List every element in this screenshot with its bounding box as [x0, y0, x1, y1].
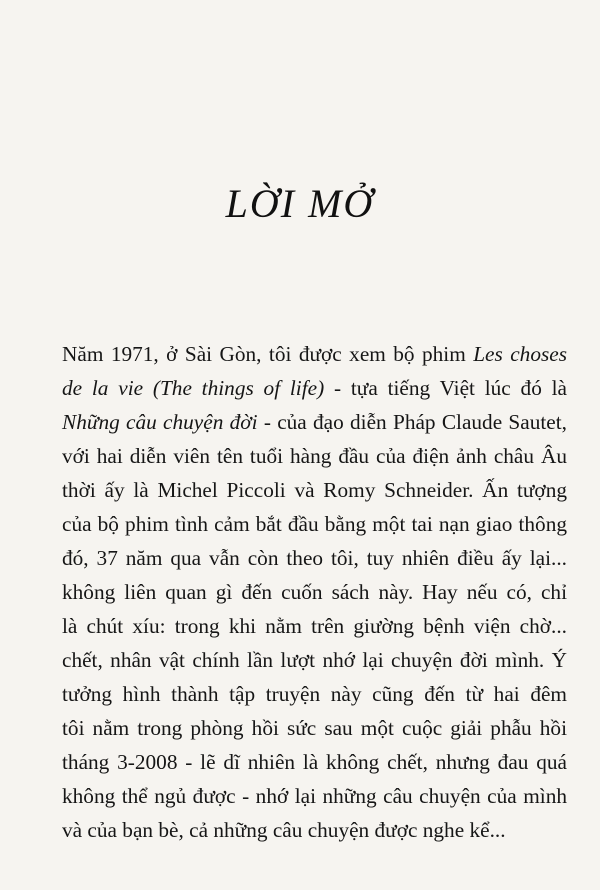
text-line: [62, 405, 567, 439]
text-line: [62, 473, 567, 507]
text-line: [62, 371, 567, 405]
text-run: không liên quan gì đến cuốn sách này. Hay nếu có, chỉ: [62, 580, 567, 604]
italic-text-run: Les choses: [473, 342, 567, 366]
text-run: với hai diễn viên tên tuổi hàng đầu của điện ảnh châu Âu: [62, 444, 567, 468]
text-line: [62, 643, 567, 677]
text-line: [62, 541, 567, 575]
text-run: của bộ phim tình cảm bắt đầu bằng một tai nạn giao thông: [62, 512, 567, 536]
italic-text-run: de la vie (The things of life): [62, 376, 325, 400]
text-line: [62, 711, 567, 745]
text-run: tưởng hình thành tập truyện này cũng đến từ hai đêm: [62, 682, 567, 706]
italic-text-run: Những câu chuyện đời: [62, 410, 258, 434]
text-run: là chút xíu: trong khi nằm trên giường bệnh viện chờ...: [62, 614, 567, 638]
text-run: - tựa tiếng Việt lúc đó là: [324, 376, 568, 400]
text-run: - của đạo diễn Pháp Claude Sautet,: [257, 410, 567, 434]
text-line: [62, 677, 567, 711]
text-run: tháng 3-2008 - lẽ dĩ nhiên là không chết, nhưng đau quá: [62, 750, 567, 774]
text-line: [62, 337, 567, 371]
text-run: chết, nhân vật chính lần lượt nhớ lại chuyện đời mình. Ý: [62, 648, 567, 672]
text-run: và của bạn bè, cả những câu chuyện được nghe kể...: [62, 818, 506, 842]
text-line: [62, 745, 567, 779]
text-run: đó, 37 năm qua vẫn còn theo tôi, tuy nhiên điều ấy lại...: [62, 546, 567, 570]
text-line: [62, 507, 567, 541]
body-paragraph: [62, 337, 567, 847]
text-line: [62, 813, 567, 847]
text-run: tôi nằm trong phòng hồi sức sau một cuộc giải phẫu hồi: [62, 716, 567, 740]
text-run: thời ấy là Michel Piccoli và Romy Schneider. Ấn tượng: [62, 478, 567, 502]
text-line: [62, 779, 567, 813]
text-line: [62, 575, 567, 609]
text-run: không thể ngủ được - nhớ lại những câu chuyện của mình: [62, 784, 567, 808]
chapter-heading: LỜI MỞ: [225, 181, 375, 226]
text-line: [62, 609, 567, 643]
text-run: Năm 1971, ở Sài Gòn, tôi được xem bộ phim: [62, 342, 474, 366]
text-line: [62, 439, 567, 473]
